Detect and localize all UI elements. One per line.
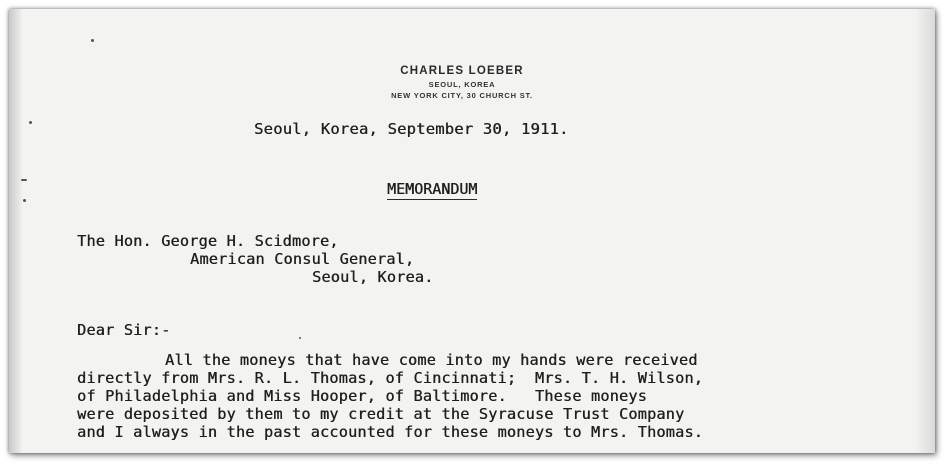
body-line: of Philadelphia and Miss Hooper, of Baltimore. These moneys <box>77 387 647 405</box>
salutation: Dear Sir:- <box>77 321 171 339</box>
memorandum-heading: MEMORANDUM <box>387 180 478 198</box>
addressee-line-2: American Consul General, <box>190 250 415 268</box>
ink-speck <box>29 121 32 124</box>
ink-speck <box>21 179 27 181</box>
ink-speck <box>91 39 94 42</box>
document-page <box>9 9 935 453</box>
body-line: directly from Mrs. R. L. Thomas, of Cincinnati; Mrs. T. H. Wilson, <box>77 369 704 387</box>
addressee-line-1: The Hon. George H. Scidmore, <box>77 232 339 250</box>
body-line: were deposited by them to my credit at the Syracuse Trust Company <box>77 405 685 423</box>
date-line: Seoul, Korea, September 30, 1911. <box>254 120 569 138</box>
letterhead-address: NEW YORK CITY, 30 CHURCH ST. <box>391 91 533 100</box>
body-line: and I always in the past accounted for these moneys to Mrs. Thomas. <box>77 423 704 441</box>
letterhead-city: SEOUL, KOREA <box>428 80 496 89</box>
ink-speck <box>23 199 26 202</box>
addressee-line-3: Seoul, Korea. <box>312 268 434 286</box>
body-line: All the moneys that have come into my hands were received <box>165 351 698 369</box>
letterhead-name: CHARLES LOEBER <box>400 65 524 77</box>
ink-speck <box>299 337 301 339</box>
